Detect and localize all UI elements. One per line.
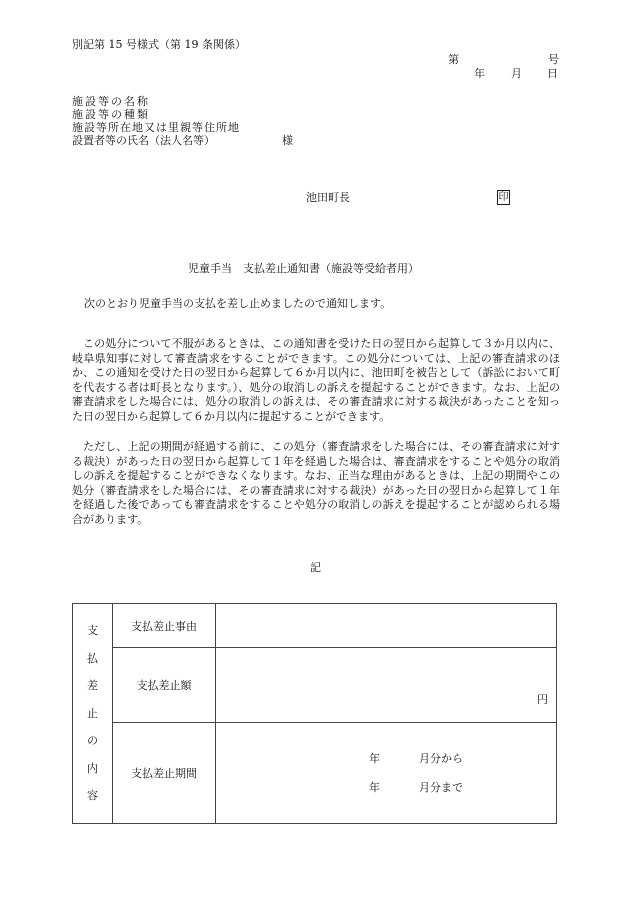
vertical-char: 止	[87, 706, 98, 720]
reason-label: 支払差止事由	[113, 604, 216, 648]
ki-heading: 記	[310, 561, 321, 574]
amount-value-cell	[216, 648, 557, 723]
date-month-label: 月	[511, 67, 522, 80]
vertical-char: 支	[87, 624, 98, 638]
form-label: 別記第 15 号様式（第 19 条関係）	[72, 38, 246, 51]
vertical-char: 差	[87, 679, 98, 693]
appeal-paragraph-2: ただし、上記の期間が経過する前に、この処分（審査請求をした場合には、その審査請求に対する裁決）があった日の翌日から起算して１年を経過した場合は、審査請求をすることや処分の取消しの訴えを提起することができなくなります。なお、正当な理由があるときは、上記の期間やこの処分（審査請求をした場合には、その審査請求に対する裁決）があった日の翌日から起算して１年を経過した後であっても審査請求をすることや処分の取消しの訴えを提起することが認められる場合があります。	[72, 440, 560, 526]
document-number-prefix: 第	[448, 53, 459, 66]
appeal-paragraph-1: この処分について不服があるときは、この通知書を受けた日の翌日から起算して３か月以内に、岐阜県知事に対して審査請求をすることができます。この処分については、上記の審査請求のほか、この通知を受けた日の翌日から起算して６か月以内に、池田町を被告として（訴訟において町を代表する者は町長となります。）、処分の取消しの訴えを提起することができます。なお、上記の審査請求をした場合には、処分の取消しの訴えは、その審査請求に対する裁決があったことを知った日の翌日から起算して６か月以内に提起することができます。	[72, 337, 560, 423]
reason-value-cell	[216, 604, 557, 648]
date-day-label: 日	[547, 67, 558, 80]
honorific: 様	[282, 134, 293, 147]
vertical-char: 容	[87, 789, 98, 803]
document-title: 児童手当 支払差止通知書（施設等受給者用）	[188, 262, 419, 275]
facility-type-label: 施設等の種類	[72, 108, 150, 121]
intro-text: 次のとおり児童手当の支払を差し止めましたので通知します。	[84, 297, 392, 310]
date-year-label: 年	[474, 67, 485, 80]
period-from-month: 月分から	[419, 752, 463, 765]
period-to-month: 月分まで	[419, 781, 463, 794]
amount-label: 支払差止額	[113, 648, 216, 723]
facility-name-label: 施設等の名称	[72, 95, 150, 108]
founder-name-label: 設置者等の氏名（法人名等）	[72, 134, 215, 147]
period-to-year: 年	[369, 781, 380, 794]
details-table	[72, 603, 557, 824]
seal-stamp: 印	[498, 192, 509, 203]
amount-unit: 円	[537, 693, 548, 706]
vertical-char: 内	[87, 761, 98, 775]
vertical-label-cell	[73, 604, 113, 824]
seal-mark	[497, 190, 510, 205]
vertical-char: 払	[87, 651, 98, 665]
period-label: 支払差止期間	[113, 723, 216, 824]
vertical-char: の	[87, 734, 98, 748]
period-value-cell	[216, 723, 557, 824]
mayor-title: 池田町長	[306, 191, 350, 204]
facility-address-label: 施設等所在地又は里親等住所地	[72, 121, 240, 134]
period-from-year: 年	[369, 752, 380, 765]
document-number-suffix: 号	[548, 53, 559, 66]
